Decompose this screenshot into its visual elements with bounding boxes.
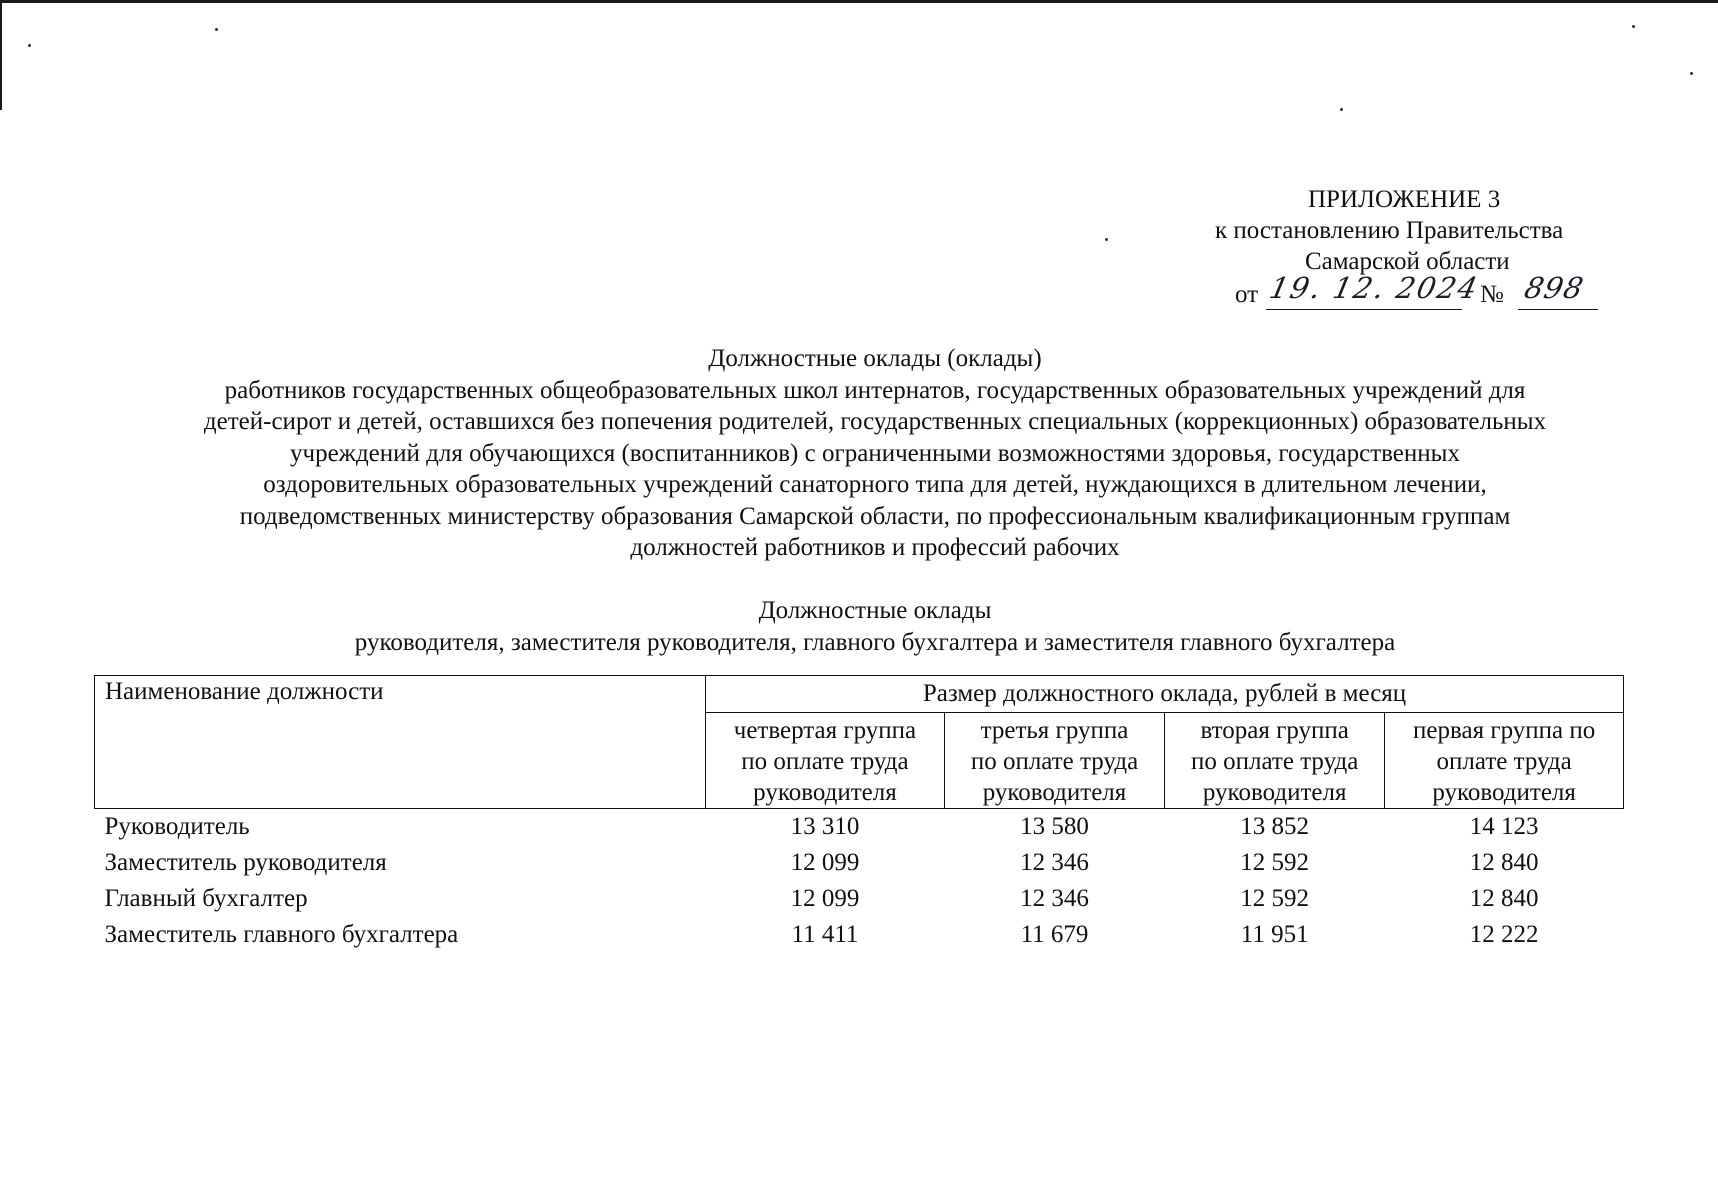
salary-cell: 11 411 — [791, 921, 859, 948]
title-line: детей-сирот и детей, оставшихся без попечения родителей, государственных специальных (коррекционных) образовательных — [203, 408, 1547, 435]
salary-cell: 12 099 — [790, 885, 860, 912]
handwritten-number: 898 — [1521, 271, 1588, 305]
salary-cell: 11 679 — [1020, 921, 1089, 948]
scan-speck — [1105, 238, 1108, 241]
group-header-3 — [944, 713, 1164, 809]
salary-cell: 12 592 — [1240, 885, 1310, 912]
scan-edge-left — [0, 0, 2, 110]
title-line: подведомственных министерству образования Самарской области, по профессиональным квалификационным группам — [239, 502, 1511, 530]
salary-cell: 12 099 — [790, 849, 860, 876]
salary-cell: 12 346 — [1020, 849, 1089, 876]
scan-speck — [1690, 72, 1693, 75]
salary-cell: 14 123 — [1469, 813, 1539, 840]
table-row — [95, 881, 1624, 917]
table-row — [95, 809, 1624, 846]
scan-edge-top — [0, 0, 1718, 3]
position-name-cell: Заместитель руководителя — [104, 849, 387, 876]
document-title — [100, 343, 1650, 564]
position-name-cell: Руководитель — [104, 813, 250, 840]
number-prefix: № — [1480, 281, 1504, 308]
title-line: оздоровительных образовательных учреждений санаторного типа для детей, нуждающихся в длительном лечении, — [263, 471, 1487, 498]
title-line: Должностные оклады (оклады) — [708, 345, 1042, 372]
region-label: Самарской области — [1305, 248, 1510, 275]
salary-table — [94, 675, 1624, 953]
appendix-label: ПРИЛОЖЕНИЕ 3 — [1308, 186, 1501, 213]
salary-size-header: Размер должностного оклада, рублей в месяц — [706, 676, 1624, 713]
date-number-line — [1180, 271, 1620, 313]
table-title — [200, 595, 1550, 659]
title-line: работников государственных общеобразовательных школ интернатов, государственных образовательных учреждений для — [224, 376, 1526, 404]
group-header-line: руководителя — [982, 779, 1127, 806]
table-title-line: руководителя, заместителя руководителя, главного бухгалтера и заместителя главного бухгалтера — [354, 629, 1396, 656]
group-header-line: по оплате труда — [1191, 748, 1359, 775]
resolution-label: к постановлению Правительства — [1215, 217, 1564, 244]
salary-cell: 12 346 — [1020, 885, 1089, 912]
scan-speck — [215, 28, 218, 31]
salary-cell: 12 840 — [1469, 885, 1539, 912]
position-name-cell: Главный бухгалтер — [104, 885, 308, 912]
table-row — [95, 845, 1624, 881]
table-header-row — [95, 676, 1624, 713]
group-header-line: вторая группа — [1200, 717, 1349, 744]
scan-speck — [28, 44, 31, 47]
group-header-line: оплате труда — [1436, 748, 1572, 775]
table-row — [95, 917, 1624, 953]
group-header-line: четвертая группа — [733, 717, 917, 744]
salary-cell: 13 580 — [1020, 813, 1089, 840]
group-header-4 — [706, 713, 945, 809]
group-header-line: руководителя — [1432, 779, 1576, 806]
position-name-header: Наименование должности — [95, 676, 706, 809]
group-header-line: первая группа по — [1413, 717, 1596, 744]
salary-cell: 13 310 — [790, 813, 860, 840]
approval-block — [1180, 184, 1620, 313]
group-header-line: руководителя — [753, 779, 897, 806]
group-header-line: третья группа — [980, 717, 1129, 744]
title-line: должностей работников и профессий рабочих — [630, 534, 1120, 561]
title-line: учреждений для обучающихся (воспитанников) с ограниченными возможностями здоровья, государственных — [290, 439, 1460, 467]
position-name-cell: Заместитель главного бухгалтера — [104, 921, 459, 948]
scan-speck — [1340, 108, 1343, 111]
salary-cell: 11 951 — [1240, 921, 1309, 948]
salary-cell: 12 222 — [1469, 921, 1539, 948]
group-header-line: по оплате труда — [970, 748, 1139, 775]
salary-cell: 12 840 — [1469, 849, 1539, 876]
group-header-line: руководителя — [1202, 779, 1347, 806]
scan-speck — [1632, 25, 1635, 28]
date-prefix: от — [1235, 281, 1259, 308]
group-header-1 — [1385, 713, 1624, 809]
handwritten-date: 19. 12. 2024 — [1266, 271, 1483, 305]
group-header-line: по оплате труда — [741, 748, 909, 775]
table-title-line: Должностные оклады — [758, 597, 992, 624]
group-header-2 — [1165, 713, 1385, 809]
salary-cell: 13 852 — [1240, 813, 1310, 840]
salary-cell: 12 592 — [1240, 849, 1310, 876]
